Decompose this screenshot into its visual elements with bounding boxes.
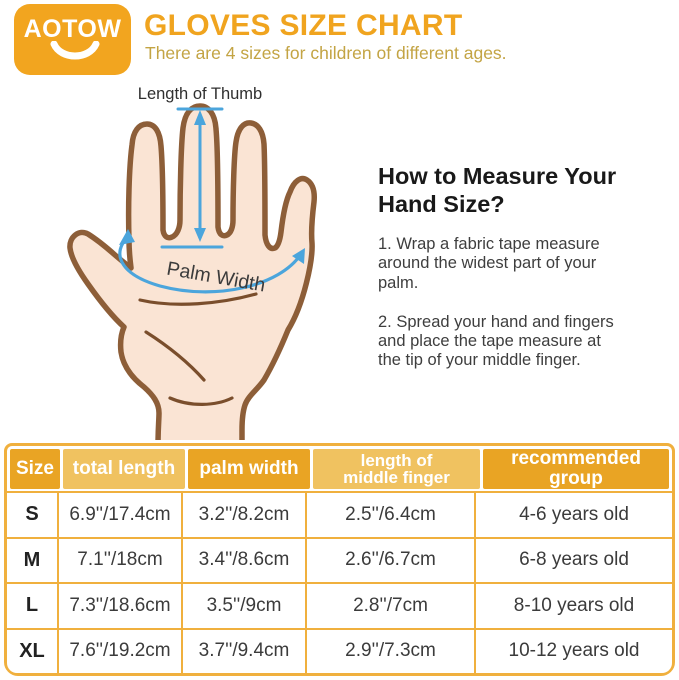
row-xl-total-length: 7.6''/19.2cm [59, 630, 181, 674]
how-to-measure-section [378, 163, 678, 371]
row-xl-group: 10-12 years old [476, 630, 672, 674]
column-header-recommended-group: recommended group [483, 449, 669, 489]
row-l-palm-width: 3.5''/9cm [183, 584, 305, 628]
row-l-size: L [7, 584, 57, 628]
row-m-group: 6-8 years old [476, 539, 672, 583]
heading-line-1: How to Measure Your [378, 163, 617, 189]
row-s-total-length: 6.9''/17.4cm [59, 493, 181, 537]
row-m-middle-finger: 2.6''/6.7cm [307, 539, 474, 583]
row-s-middle-finger: 2.5''/6.4cm [307, 493, 474, 537]
how-to-measure-heading [378, 163, 678, 218]
row-s-group: 4-6 years old [476, 493, 672, 537]
row-xl-size: XL [7, 630, 57, 674]
row-m-total-length: 7.1''/18cm [59, 539, 181, 583]
palm-width-label: Palm Width [165, 257, 268, 297]
logo-text: AOTOW [23, 15, 122, 43]
page-subtitle: There are 4 sizes for children of different ages. [145, 43, 507, 63]
row-m-size: M [7, 539, 57, 583]
size-table-header [7, 446, 672, 490]
page-title: GLOVES SIZE CHART [144, 9, 463, 42]
heading-line-2: Hand Size? [378, 190, 505, 217]
column-header-size: Size [10, 449, 60, 489]
size-table-body [7, 491, 672, 673]
aotow-logo [14, 4, 131, 75]
row-s-size: S [7, 493, 57, 537]
column-header-middle-finger: length of middle finger [313, 449, 480, 489]
row-s-palm-width: 3.2''/8.2cm [183, 493, 305, 537]
row-xl-palm-width: 3.7''/9.4cm [183, 630, 305, 674]
column-header-total-length: total length [63, 449, 185, 489]
size-table [4, 443, 675, 676]
hand-measurement-diagram [20, 80, 380, 440]
smile-icon [50, 41, 100, 65]
row-l-group: 8-10 years old [476, 584, 672, 628]
row-xl-middle-finger: 2.9''/7.3cm [307, 630, 474, 674]
row-l-middle-finger: 2.8''/7cm [307, 584, 474, 628]
row-l-total-length: 7.3''/18.6cm [59, 584, 181, 628]
row-m-palm-width: 3.4''/8.6cm [183, 539, 305, 583]
measure-step-1: 1. Wrap a fabric tape measure around the widest part of your palm. [378, 235, 600, 292]
thumb-length-label: Length of Thumb [137, 85, 263, 103]
measure-step-2: 2. Spread your hand and fingers and place the tape measure at the tip of your middle finger. [378, 312, 614, 370]
column-header-palm-width: palm width [188, 449, 310, 489]
